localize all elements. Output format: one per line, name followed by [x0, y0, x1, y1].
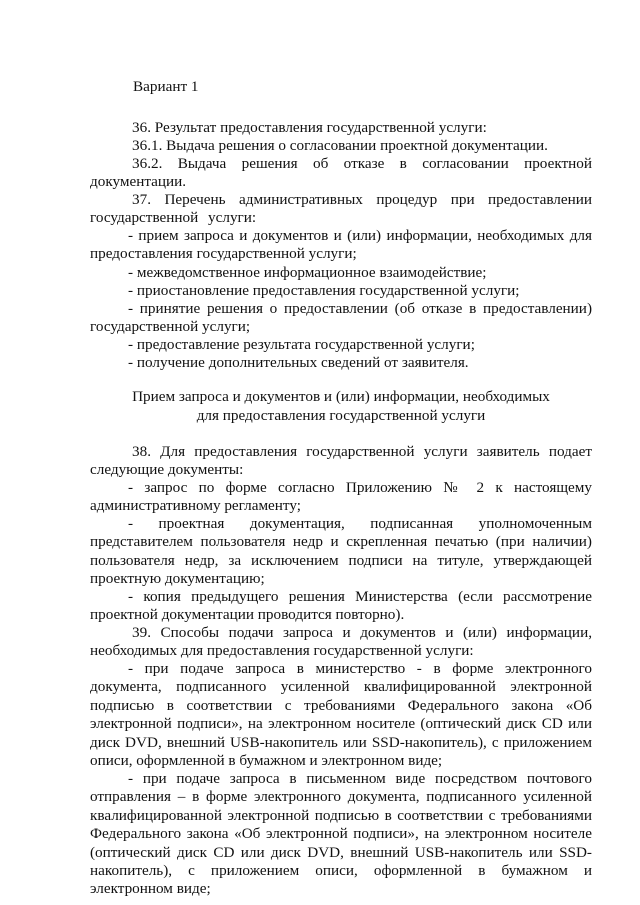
paragraph-39: 39. Способы подачи запроса и документов и (или) информации, необходимых для предоставления государственной услуги:: [90, 624, 592, 660]
list-item: - прием запроса и документов и (или) информации, необходимых для предоставления государственной услуги;: [90, 227, 592, 263]
section-heading: [90, 388, 592, 425]
paragraph-38: 38. Для предоставления государственной услуги заявитель подает следующие документы:: [90, 443, 592, 479]
list-item: - запрос по форме согласно Приложению № 2 к настоящему административному регламенту;: [90, 479, 592, 515]
variant-label: Вариант 1: [133, 78, 199, 95]
list-item: - получение дополнительных сведений от заявителя.: [128, 354, 469, 371]
list-item: - принятие решения о предоставлении (об отказе в предоставлении) государственной услуги;: [90, 300, 592, 336]
list-item: - при подаче запроса в министерство - в форме электронного документа, подписанного усиленной квалифицированной электронной подписью в соответствии с требованиями Федерального закона «Об электронной подписи», на электронном носителе (оптический диск CD или диск DVD, внешний USB-накопитель или SSD-накопитель), с приложением описи, оформленной в бумажном и электронном виде;: [90, 660, 592, 770]
list-item: - при подаче запроса в письменном виде посредством почтового отправления – в форме электронного документа, подписанного усиленной квалифицированной электронной подписью в соответствии с требованиями Федерального закона «Об электронной подписи», на электронном носителе (оптический диск CD или диск DVD, внешний USB-накопитель или SSD-накопитель), с приложением описи, оформленной в бумажном и электронном виде;: [90, 770, 592, 898]
list-item: - приостановление предоставления государственной услуги;: [128, 282, 520, 299]
list-item: - предоставление результата государственной услуги;: [128, 336, 475, 353]
paragraph-36-1: 36.1. Выдача решения о согласовании проектной документации.: [132, 137, 548, 154]
section-heading-line1: Прием запроса и документов и (или) информации, необходимых: [132, 388, 550, 405]
paragraph-36-2: 36.2. Выдача решения об отказе в согласовании проектной документации.: [90, 155, 592, 191]
list-item: - межведомственное информационное взаимодействие;: [128, 264, 487, 281]
paragraph-36: 36. Результат предоставления государственной услуги:: [132, 119, 487, 136]
list-item: - копия предыдущего решения Министерства (если рассмотрение проектной документации проводится повторно).: [90, 588, 592, 624]
paragraph-37: 37. Перечень административных процедур при предоставлении государственной услуги:: [90, 191, 592, 227]
list-item: - проектная документация, подписанная уполномоченным представителем пользователя недр и скрепленная печатью (при наличии) пользователя недр, за исключением подписи на титуле, утверждающей проектную документацию;: [90, 515, 592, 588]
section-heading-line2: для предоставления государственной услуги: [196, 406, 486, 424]
